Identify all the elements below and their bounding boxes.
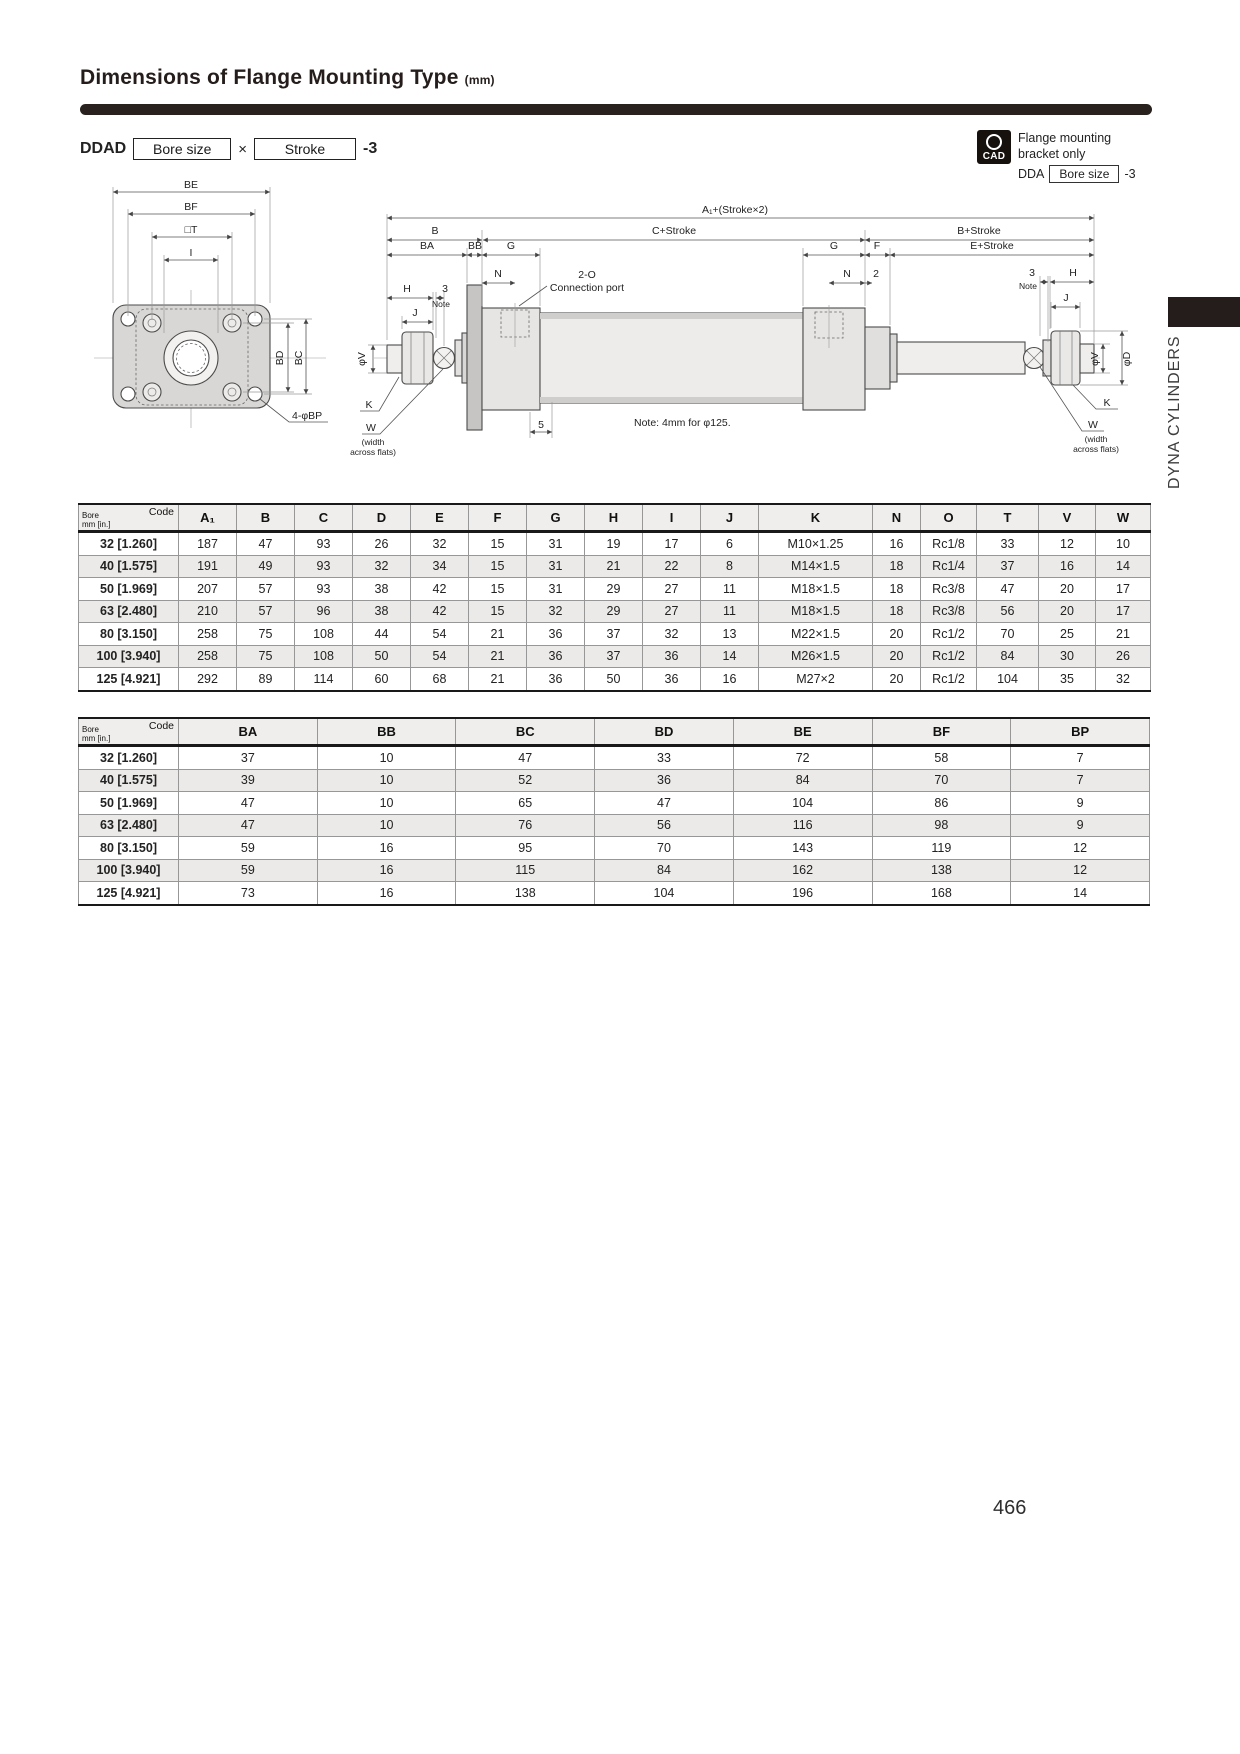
bore-size-cell: 40 [1.575] xyxy=(79,555,179,578)
corner-cell xyxy=(79,504,179,532)
column-header: W xyxy=(1096,504,1151,532)
dimension-cell: 47 xyxy=(237,532,295,556)
dimension-cell: 57 xyxy=(237,600,295,623)
dimension-cell: 95 xyxy=(456,837,595,860)
dimension-cell: 32 xyxy=(411,532,469,556)
dimension-cell: 258 xyxy=(179,623,237,646)
table-row xyxy=(79,837,1150,860)
dimension-cell: 16 xyxy=(1039,555,1096,578)
dimension-cell: 168 xyxy=(872,882,1011,905)
dimension-cell: 138 xyxy=(872,859,1011,882)
cylinder-tube xyxy=(540,313,803,403)
dimension-cell: 10 xyxy=(317,746,456,770)
table-row xyxy=(79,814,1150,837)
dimension-cell: 114 xyxy=(295,668,353,691)
model-suffix: -3 xyxy=(362,140,378,157)
dimension-cell: 21 xyxy=(469,623,527,646)
dim-label-phiv-left: φV xyxy=(356,352,368,366)
cad-ref-suffix: -3 xyxy=(1124,167,1136,181)
dimension-cell: 93 xyxy=(295,555,353,578)
dimension-cell: Rc1/2 xyxy=(921,623,977,646)
column-header: BA xyxy=(179,718,318,746)
dimension-cell: M22×1.5 xyxy=(759,623,873,646)
table-row xyxy=(79,882,1150,905)
dimension-cell: 37 xyxy=(179,746,318,770)
dim-label-phid: φD xyxy=(1121,351,1133,367)
column-header: V xyxy=(1039,504,1096,532)
waf-left-1: (width xyxy=(361,437,385,447)
table-2-body xyxy=(79,746,1150,905)
dimension-cell: 75 xyxy=(237,623,295,646)
dim-label-e-stroke: E+Stroke xyxy=(970,240,1014,252)
dimension-cell: 292 xyxy=(179,668,237,691)
dimension-cell: 15 xyxy=(469,532,527,556)
dimension-cell: 70 xyxy=(977,623,1039,646)
column-header: G xyxy=(527,504,585,532)
table-row xyxy=(79,668,1151,691)
dimension-cell: 96 xyxy=(295,600,353,623)
dimension-cell: 31 xyxy=(527,578,585,601)
dimension-cell: 162 xyxy=(733,859,872,882)
corner-code-label: Code xyxy=(148,720,174,732)
dim-label-h-left: H xyxy=(403,283,411,295)
column-header: BD xyxy=(595,718,734,746)
dimension-cell: 75 xyxy=(237,645,295,668)
dimension-cell: 32 xyxy=(1096,668,1151,691)
dimension-cell: 49 xyxy=(237,555,295,578)
stroke-box: Stroke xyxy=(254,138,356,160)
dimension-cell: 42 xyxy=(411,600,469,623)
dim-label-k-left: K xyxy=(365,399,373,411)
dim-label-g-left: G xyxy=(506,240,516,252)
dimension-cell: 12 xyxy=(1011,837,1150,860)
dimension-cell: 70 xyxy=(595,837,734,860)
dim-label-b: B xyxy=(431,225,439,237)
dimension-cell: 68 xyxy=(411,668,469,691)
dim-label-t: □T xyxy=(184,224,198,236)
dimension-cell: 7 xyxy=(1011,769,1150,792)
dimension-cell: 33 xyxy=(595,746,734,770)
dim-label-c-stroke: C+Stroke xyxy=(651,225,697,237)
dimension-cell: 33 xyxy=(977,532,1039,556)
bore-size-cell: 125 [4.921] xyxy=(79,668,179,691)
cad-ref-bore-box: Bore size xyxy=(1049,165,1119,183)
dimension-cell: 47 xyxy=(456,746,595,770)
drawing-note: Note: 4mm for φ125. xyxy=(634,417,731,429)
dimension-cell: 38 xyxy=(353,578,411,601)
dimension-cell: 59 xyxy=(179,837,318,860)
dimension-cell: 29 xyxy=(585,600,643,623)
dimension-cell: 76 xyxy=(456,814,595,837)
piston-rod xyxy=(897,342,1025,374)
dimension-cell: 50 xyxy=(353,645,411,668)
cad-icon-label: CAD xyxy=(982,151,1006,162)
dimension-cell: 47 xyxy=(977,578,1039,601)
dimension-cell: 34 xyxy=(411,555,469,578)
dim-label-w-right: W xyxy=(1088,419,1098,431)
side-tab-marker xyxy=(1168,297,1240,327)
multiply-sign: × xyxy=(238,140,247,158)
dimension-cell: 21 xyxy=(469,668,527,691)
table-row xyxy=(79,578,1151,601)
dimension-cell: 65 xyxy=(456,792,595,815)
dimension-cell: 84 xyxy=(977,645,1039,668)
dimension-cell: 9 xyxy=(1011,792,1150,815)
dimension-cell: 26 xyxy=(353,532,411,556)
dimension-cell: 36 xyxy=(643,645,701,668)
dimension-cell: Rc1/2 xyxy=(921,668,977,691)
dimension-cell: 70 xyxy=(872,769,1011,792)
dim-label-5: 5 xyxy=(538,419,544,431)
dim-label-j-right: J xyxy=(1063,292,1069,304)
dimension-cell: 16 xyxy=(317,837,456,860)
table-row xyxy=(79,623,1151,646)
header-row xyxy=(79,718,1150,746)
dimension-cell: 116 xyxy=(733,814,872,837)
dimension-cell: 21 xyxy=(1096,623,1151,646)
dim-label-2: 2 xyxy=(873,268,879,280)
dimension-cell: 22 xyxy=(643,555,701,578)
column-header: D xyxy=(353,504,411,532)
dimension-cell: 31 xyxy=(527,532,585,556)
corner-code-label: Code xyxy=(148,506,174,518)
dim-label-g-right: G xyxy=(829,240,839,252)
dimension-cell: 108 xyxy=(295,623,353,646)
dimension-cell: 10 xyxy=(1096,532,1151,556)
dimension-cell: 56 xyxy=(977,600,1039,623)
cad-disc-glyph xyxy=(986,134,1002,150)
dimension-cell: 10 xyxy=(317,814,456,837)
dim-label-bb: BB xyxy=(467,240,483,252)
dim-label-b-stroke: B+Stroke xyxy=(957,225,1001,237)
dimension-cell: 37 xyxy=(585,623,643,646)
cad-ref-prefix: DDA xyxy=(1018,167,1045,181)
dimension-cell: Rc1/4 xyxy=(921,555,977,578)
rod-cover xyxy=(803,308,865,410)
bore-size-cell: 125 [4.921] xyxy=(79,882,179,905)
dimension-cell: 60 xyxy=(353,668,411,691)
page-title xyxy=(80,66,495,90)
dimension-cell: 25 xyxy=(1039,623,1096,646)
dimension-cell: 16 xyxy=(317,859,456,882)
dimension-cell: 36 xyxy=(527,623,585,646)
dimension-cell: 207 xyxy=(179,578,237,601)
corner-bore-label: Bore mm [in.] xyxy=(82,725,111,743)
column-header: B xyxy=(237,504,295,532)
table-row xyxy=(79,769,1150,792)
header-row xyxy=(79,504,1151,532)
dimension-cell: 12 xyxy=(1011,859,1150,882)
dimension-cell: 42 xyxy=(411,578,469,601)
dimension-cell: 52 xyxy=(456,769,595,792)
column-header: C xyxy=(295,504,353,532)
dimension-cell: Rc1/8 xyxy=(921,532,977,556)
dimension-cell: 93 xyxy=(295,532,353,556)
column-header: F xyxy=(469,504,527,532)
dimension-cell: 10 xyxy=(317,769,456,792)
dimension-cell: 104 xyxy=(977,668,1039,691)
dimension-cell: 27 xyxy=(643,600,701,623)
dimension-cell: 19 xyxy=(585,532,643,556)
dim-label-4bp: 4-φBP xyxy=(292,410,323,422)
dim-label-i: I xyxy=(189,247,193,259)
side-tab-label: DYNA CYLINDERS xyxy=(1166,335,1183,489)
dimension-cell: M18×1.5 xyxy=(759,578,873,601)
dimension-cell: 20 xyxy=(873,623,921,646)
dimension-cell: 115 xyxy=(456,859,595,882)
dim-label-phiv-right: φV xyxy=(1089,352,1101,366)
dimension-cell: 20 xyxy=(873,645,921,668)
dimension-cell: 20 xyxy=(873,668,921,691)
column-header: N xyxy=(873,504,921,532)
bore-size-box: Bore size xyxy=(133,138,231,160)
dim-label-bd: BD xyxy=(274,350,286,366)
bore-size-cell: 100 [3.940] xyxy=(79,645,179,668)
dimension-cell: 210 xyxy=(179,600,237,623)
dimension-table-1 xyxy=(78,503,1151,692)
dimension-cell: 73 xyxy=(179,882,318,905)
bore-size-cell: 80 [3.150] xyxy=(79,837,179,860)
table-row xyxy=(79,532,1151,556)
dimension-cell: 29 xyxy=(585,578,643,601)
bore-size-cell: 63 [2.480] xyxy=(79,814,179,837)
model-code-line xyxy=(80,138,377,160)
dimension-cell: 36 xyxy=(595,769,734,792)
dim-label-bc: BC xyxy=(293,350,305,366)
column-header: J xyxy=(701,504,759,532)
dimension-cell: 84 xyxy=(595,859,734,882)
dim-label-ba: BA xyxy=(419,240,435,252)
cad-icon xyxy=(977,130,1011,164)
dim-label-j-left: J xyxy=(412,307,418,319)
bore-size-cell: 63 [2.480] xyxy=(79,600,179,623)
dimension-cell: 36 xyxy=(643,668,701,691)
dim-label-a1-stroke: A₁+(Stroke×2) xyxy=(702,204,768,216)
dim-label-n-left: N xyxy=(494,268,502,280)
dimension-cell: 11 xyxy=(701,600,759,623)
waf-right-1: (width xyxy=(1084,434,1108,444)
mounting-flange xyxy=(467,285,482,430)
dimension-cell: 47 xyxy=(179,792,318,815)
dimension-cell: 104 xyxy=(733,792,872,815)
dimension-cell: 47 xyxy=(179,814,318,837)
dimension-cell: 35 xyxy=(1039,668,1096,691)
dim-label-h-right: H xyxy=(1069,267,1077,279)
dim-label-be: BE xyxy=(183,179,199,191)
dimension-cell: 8 xyxy=(701,555,759,578)
dimension-cell: 59 xyxy=(179,859,318,882)
dimension-cell: 15 xyxy=(469,600,527,623)
technical-drawing xyxy=(78,170,1178,470)
column-header: BE xyxy=(733,718,872,746)
table-1-body xyxy=(79,532,1151,691)
dimension-cell: 9 xyxy=(1011,814,1150,837)
column-header: O xyxy=(921,504,977,532)
dimension-cell: 38 xyxy=(353,600,411,623)
table-row xyxy=(79,600,1151,623)
model-prefix: DDAD xyxy=(80,140,127,157)
cad-note-line2: bracket only xyxy=(1018,147,1086,161)
dimension-cell: 26 xyxy=(1096,645,1151,668)
dimension-cell: 20 xyxy=(1039,578,1096,601)
dimension-cell: 258 xyxy=(179,645,237,668)
bore-size-cell: 32 [1.260] xyxy=(79,746,179,770)
table-row xyxy=(79,792,1150,815)
waf-right-2: across flats) xyxy=(1073,444,1119,454)
rod-nut-left xyxy=(402,332,433,384)
dim-label-3-right: 3 xyxy=(1029,267,1035,279)
dimension-cell: 93 xyxy=(295,578,353,601)
dimension-cell: 10 xyxy=(317,792,456,815)
dimension-cell: 191 xyxy=(179,555,237,578)
dimension-cell: 14 xyxy=(1096,555,1151,578)
dimension-cell: 86 xyxy=(872,792,1011,815)
dimension-cell: 54 xyxy=(411,623,469,646)
bore-size-cell: 50 [1.969] xyxy=(79,792,179,815)
dimension-cell: 17 xyxy=(1096,600,1151,623)
corner-cell xyxy=(79,718,179,746)
dimension-cell: Rc3/8 xyxy=(921,578,977,601)
column-header: T xyxy=(977,504,1039,532)
dimension-cell: 18 xyxy=(873,578,921,601)
dimension-cell: 31 xyxy=(527,555,585,578)
dimension-cell: 47 xyxy=(595,792,734,815)
dimension-cell: M18×1.5 xyxy=(759,600,873,623)
dimension-cell: 36 xyxy=(527,645,585,668)
column-header: BF xyxy=(872,718,1011,746)
dim-label-n-right: N xyxy=(843,268,851,280)
dimension-cell: 104 xyxy=(595,882,734,905)
dimension-table-2 xyxy=(78,717,1150,906)
dimension-cell: 98 xyxy=(872,814,1011,837)
dimension-cell: 15 xyxy=(469,578,527,601)
dim-label-bf: BF xyxy=(184,201,198,213)
note-word-left: Note xyxy=(432,299,450,309)
dimension-cell: 11 xyxy=(701,578,759,601)
dimension-cell: 14 xyxy=(1011,882,1150,905)
dimension-cell: 32 xyxy=(643,623,701,646)
dimension-cell: M27×2 xyxy=(759,668,873,691)
dimension-cell: 21 xyxy=(585,555,643,578)
port-callout-text: Connection port xyxy=(549,282,625,294)
bore-size-cell: 40 [1.575] xyxy=(79,769,179,792)
dimension-cell: 50 xyxy=(585,668,643,691)
page-number: 466 xyxy=(993,1497,1027,1519)
cad-note-line1: Flange mounting xyxy=(1018,131,1112,145)
corner-bore-label: Bore mm [in.] xyxy=(82,511,111,529)
dimension-cell: 39 xyxy=(179,769,318,792)
bore-size-cell: 32 [1.260] xyxy=(79,532,179,556)
dimension-cell: M14×1.5 xyxy=(759,555,873,578)
dimension-cell: 108 xyxy=(295,645,353,668)
dimension-cell: 18 xyxy=(873,555,921,578)
table-row xyxy=(79,859,1150,882)
dimension-cell: 54 xyxy=(411,645,469,668)
bore-size-cell: 50 [1.969] xyxy=(79,578,179,601)
dimension-cell: 37 xyxy=(977,555,1039,578)
column-header: K xyxy=(759,504,873,532)
dimension-cell: 27 xyxy=(643,578,701,601)
rod-nut-right xyxy=(1051,331,1080,385)
dimension-cell: 196 xyxy=(733,882,872,905)
dimension-cell: 56 xyxy=(595,814,734,837)
dimension-cell: 72 xyxy=(733,746,872,770)
dimension-cell: 12 xyxy=(1039,532,1096,556)
port-callout-2o: 2-O xyxy=(578,269,596,281)
head-cover xyxy=(482,308,540,410)
dimension-cell: 6 xyxy=(701,532,759,556)
table-row xyxy=(79,555,1151,578)
table-row xyxy=(79,645,1151,668)
dimension-cell: 16 xyxy=(317,882,456,905)
column-header: BP xyxy=(1011,718,1150,746)
dimension-cell: M10×1.25 xyxy=(759,532,873,556)
dimension-cell: 84 xyxy=(733,769,872,792)
dim-label-w-left: W xyxy=(366,422,376,434)
dimension-cell: 143 xyxy=(733,837,872,860)
dim-label-k-right: K xyxy=(1103,397,1111,409)
bore-size-cell: 80 [3.150] xyxy=(79,623,179,646)
dimension-cell: 37 xyxy=(585,645,643,668)
dimension-cell: 30 xyxy=(1039,645,1096,668)
dimension-cell: 21 xyxy=(469,645,527,668)
dimension-cell: Rc3/8 xyxy=(921,600,977,623)
title-rule-bar xyxy=(80,104,1152,115)
dimension-cell: M26×1.5 xyxy=(759,645,873,668)
table-row xyxy=(79,746,1150,770)
column-header: A₁ xyxy=(179,504,237,532)
waf-left-2: across flats) xyxy=(350,447,396,457)
dimension-cell: 119 xyxy=(872,837,1011,860)
dimension-cell: 57 xyxy=(237,578,295,601)
dimension-cell: Rc1/2 xyxy=(921,645,977,668)
dimension-cell: 17 xyxy=(643,532,701,556)
column-header: I xyxy=(643,504,701,532)
column-header: BC xyxy=(456,718,595,746)
page-title-unit: (mm) xyxy=(464,73,495,87)
dimension-cell: 36 xyxy=(527,668,585,691)
dimension-cell: 15 xyxy=(469,555,527,578)
dimension-cell: 32 xyxy=(353,555,411,578)
dimension-drawing-svg xyxy=(78,170,1178,470)
dimension-cell: 18 xyxy=(873,600,921,623)
dimension-cell: 187 xyxy=(179,532,237,556)
dimension-cell: 32 xyxy=(527,600,585,623)
dimension-cell: 58 xyxy=(872,746,1011,770)
column-header: E xyxy=(411,504,469,532)
dimension-cell: 20 xyxy=(1039,600,1096,623)
bore-size-cell: 100 [3.940] xyxy=(79,859,179,882)
dimension-cell: 16 xyxy=(701,668,759,691)
dimension-cell: 89 xyxy=(237,668,295,691)
dimension-cell: 44 xyxy=(353,623,411,646)
column-header: H xyxy=(585,504,643,532)
dim-label-f: F xyxy=(873,240,881,252)
column-header: BB xyxy=(317,718,456,746)
note-word-right: Note xyxy=(1019,281,1037,291)
dim-label-3-left: 3 xyxy=(442,283,448,295)
dimension-cell: 138 xyxy=(456,882,595,905)
dimension-cell: 17 xyxy=(1096,578,1151,601)
dimension-cell: 14 xyxy=(701,645,759,668)
dimension-cell: 13 xyxy=(701,623,759,646)
dimension-cell: 16 xyxy=(873,532,921,556)
page-title-text: Dimensions of Flange Mounting Type xyxy=(80,66,459,89)
dimension-cell: 7 xyxy=(1011,746,1150,770)
